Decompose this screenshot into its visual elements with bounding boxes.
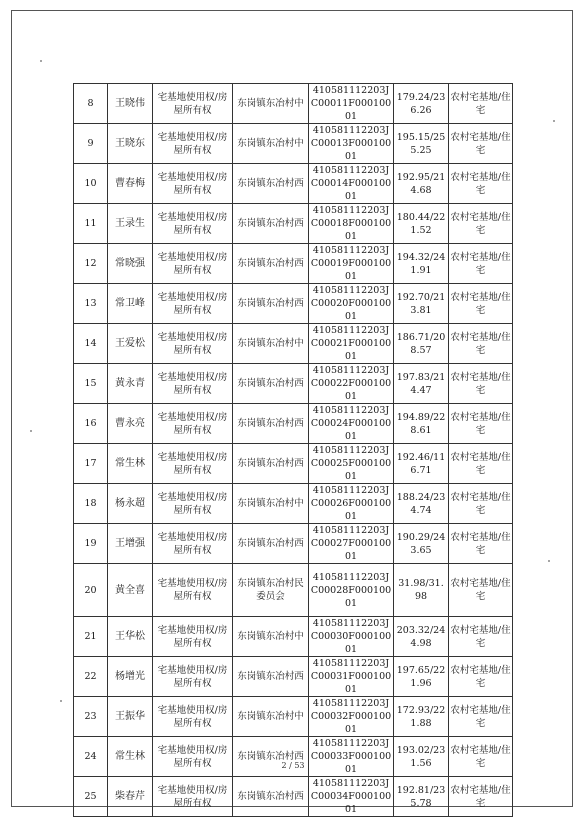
- right-type-cell: 宅基地使用权/房屋所有权: [153, 564, 233, 617]
- area-cell: 203.32/244.98: [394, 617, 449, 657]
- location-cell: 东岗镇东冶村西: [233, 524, 309, 564]
- right-type-cell: 宅基地使用权/房屋所有权: [153, 444, 233, 484]
- owner-name-cell: 黄全喜: [108, 564, 153, 617]
- right-type-cell: 宅基地使用权/房屋所有权: [153, 204, 233, 244]
- land-use-cell: 农村宅基地/住宅: [449, 697, 513, 737]
- owner-name-cell: 王爱松: [108, 324, 153, 364]
- certificate-number-cell: 410581112203JC00033F00010001: [309, 737, 394, 777]
- location-cell: 东岗镇东冶村中: [233, 124, 309, 164]
- land-use-cell: 农村宅基地/住宅: [449, 324, 513, 364]
- right-type-cell: 宅基地使用权/房屋所有权: [153, 364, 233, 404]
- row-number-cell: 19: [74, 524, 108, 564]
- scan-speck: [60, 700, 62, 702]
- area-cell: 192.46/116.71: [394, 444, 449, 484]
- location-cell: 东岗镇东冶村中: [233, 484, 309, 524]
- right-type-cell: 宅基地使用权/房屋所有权: [153, 657, 233, 697]
- certificate-number-cell: 410581112203JC00014F00010001: [309, 164, 394, 204]
- row-number-cell: 10: [74, 164, 108, 204]
- row-number-cell: 15: [74, 364, 108, 404]
- table-row: [74, 657, 513, 697]
- table-row: [74, 617, 513, 657]
- location-cell: 东岗镇东冶村西: [233, 164, 309, 204]
- right-type-cell: 宅基地使用权/房屋所有权: [153, 697, 233, 737]
- area-cell: 179.24/236.26: [394, 84, 449, 124]
- table-row: [74, 284, 513, 324]
- land-use-cell: 农村宅基地/住宅: [449, 84, 513, 124]
- row-number-cell: 11: [74, 204, 108, 244]
- location-cell: 东岗镇东冶村中: [233, 697, 309, 737]
- owner-name-cell: 王振华: [108, 697, 153, 737]
- owner-name-cell: 王录生: [108, 204, 153, 244]
- right-type-cell: 宅基地使用权/房屋所有权: [153, 524, 233, 564]
- location-cell: 东岗镇东冶村西: [233, 404, 309, 444]
- table-row: [74, 364, 513, 404]
- row-number-cell: 25: [74, 777, 108, 817]
- row-number-cell: 12: [74, 244, 108, 284]
- certificate-number-cell: 410581112203JC00020F00010001: [309, 284, 394, 324]
- owner-name-cell: 王晓伟: [108, 84, 153, 124]
- land-use-cell: 农村宅基地/住宅: [449, 364, 513, 404]
- certificate-number-cell: 410581112203JC00028F00010001: [309, 564, 394, 617]
- scan-speck: [40, 60, 42, 62]
- location-cell: 东岗镇东冶村西: [233, 777, 309, 817]
- table-row: [74, 324, 513, 364]
- land-use-cell: 农村宅基地/住宅: [449, 164, 513, 204]
- certificate-number-cell: 410581112203JC00021F00010001: [309, 324, 394, 364]
- area-cell: 194.89/228.61: [394, 404, 449, 444]
- location-cell: 东岗镇东冶村中: [233, 84, 309, 124]
- land-use-cell: 农村宅基地/住宅: [449, 564, 513, 617]
- owner-name-cell: 杨增光: [108, 657, 153, 697]
- certificate-number-cell: 410581112203JC00024F00010001: [309, 404, 394, 444]
- certificate-number-cell: 410581112203JC00032F00010001: [309, 697, 394, 737]
- owner-name-cell: 王增强: [108, 524, 153, 564]
- owner-name-cell: 常晓强: [108, 244, 153, 284]
- land-use-cell: 农村宅基地/住宅: [449, 617, 513, 657]
- right-type-cell: 宅基地使用权/房屋所有权: [153, 404, 233, 444]
- area-cell: 172.93/221.88: [394, 697, 449, 737]
- row-number-cell: 20: [74, 564, 108, 617]
- location-cell: 东岗镇东冶村中: [233, 617, 309, 657]
- row-number-cell: 13: [74, 284, 108, 324]
- table-row: [74, 737, 513, 777]
- land-use-cell: 农村宅基地/住宅: [449, 444, 513, 484]
- scan-speck: [548, 560, 550, 562]
- row-number-cell: 9: [74, 124, 108, 164]
- table-row: [74, 444, 513, 484]
- certificate-number-cell: 410581112203JC00011F00010001: [309, 84, 394, 124]
- row-number-cell: 22: [74, 657, 108, 697]
- certificate-number-cell: 410581112203JC00026F00010001: [309, 484, 394, 524]
- land-use-cell: 农村宅基地/住宅: [449, 124, 513, 164]
- table-row: [74, 697, 513, 737]
- area-cell: 197.83/214.47: [394, 364, 449, 404]
- certificate-number-cell: 410581112203JC00013F00010001: [309, 124, 394, 164]
- table-row: [74, 777, 513, 817]
- area-cell: 195.15/255.25: [394, 124, 449, 164]
- row-number-cell: 23: [74, 697, 108, 737]
- right-type-cell: 宅基地使用权/房屋所有权: [153, 244, 233, 284]
- row-number-cell: 21: [74, 617, 108, 657]
- location-cell: 东岗镇东冶村西: [233, 284, 309, 324]
- location-cell: 东岗镇东冶村西: [233, 204, 309, 244]
- area-cell: 194.32/241.91: [394, 244, 449, 284]
- land-use-cell: 农村宅基地/住宅: [449, 204, 513, 244]
- certificate-number-cell: 410581112203JC00034F00010001: [309, 777, 394, 817]
- certificate-number-cell: 410581112203JC00027F00010001: [309, 524, 394, 564]
- certificate-number-cell: 410581112203JC00031F00010001: [309, 657, 394, 697]
- page-number: 2 / 53: [281, 761, 305, 770]
- land-use-cell: 农村宅基地/住宅: [449, 244, 513, 284]
- land-use-cell: 农村宅基地/住宅: [449, 524, 513, 564]
- right-type-cell: 宅基地使用权/房屋所有权: [153, 124, 233, 164]
- row-number-cell: 24: [74, 737, 108, 777]
- certificate-number-cell: 410581112203JC00019F00010001: [309, 244, 394, 284]
- table-row: [74, 84, 513, 124]
- scan-speck: [553, 120, 555, 122]
- registration-table-container: [73, 83, 512, 817]
- right-type-cell: 宅基地使用权/房屋所有权: [153, 324, 233, 364]
- row-number-cell: 14: [74, 324, 108, 364]
- table-row: [74, 564, 513, 617]
- right-type-cell: 宅基地使用权/房屋所有权: [153, 164, 233, 204]
- certificate-number-cell: 410581112203JC00025F00010001: [309, 444, 394, 484]
- certificate-number-cell: 410581112203JC00022F00010001: [309, 364, 394, 404]
- row-number-cell: 8: [74, 84, 108, 124]
- row-number-cell: 16: [74, 404, 108, 444]
- land-use-cell: 农村宅基地/住宅: [449, 737, 513, 777]
- owner-name-cell: 杨永超: [108, 484, 153, 524]
- certificate-number-cell: 410581112203JC00018F00010001: [309, 204, 394, 244]
- owner-name-cell: 曹永亮: [108, 404, 153, 444]
- area-cell: 197.65/221.96: [394, 657, 449, 697]
- right-type-cell: 宅基地使用权/房屋所有权: [153, 617, 233, 657]
- area-cell: 193.02/231.56: [394, 737, 449, 777]
- land-use-cell: 农村宅基地/住宅: [449, 777, 513, 817]
- area-cell: 192.81/235.78: [394, 777, 449, 817]
- certificate-number-cell: 410581112203JC00030F00010001: [309, 617, 394, 657]
- owner-name-cell: 常生林: [108, 737, 153, 777]
- owner-name-cell: 常卫峰: [108, 284, 153, 324]
- land-use-cell: 农村宅基地/住宅: [449, 657, 513, 697]
- registration-table: [73, 83, 513, 817]
- area-cell: 190.29/243.65: [394, 524, 449, 564]
- location-cell: 东岗镇东冶村西: [233, 737, 309, 777]
- row-number-cell: 18: [74, 484, 108, 524]
- right-type-cell: 宅基地使用权/房屋所有权: [153, 484, 233, 524]
- right-type-cell: 宅基地使用权/房屋所有权: [153, 737, 233, 777]
- owner-name-cell: 柴春芹: [108, 777, 153, 817]
- area-cell: 186.71/208.57: [394, 324, 449, 364]
- area-cell: 188.24/234.74: [394, 484, 449, 524]
- land-use-cell: 农村宅基地/住宅: [449, 284, 513, 324]
- area-cell: 31.98/31.98: [394, 564, 449, 617]
- table-row: [74, 164, 513, 204]
- right-type-cell: 宅基地使用权/房屋所有权: [153, 777, 233, 817]
- owner-name-cell: 王华松: [108, 617, 153, 657]
- land-use-cell: 农村宅基地/住宅: [449, 404, 513, 444]
- row-number-cell: 17: [74, 444, 108, 484]
- location-cell: 东岗镇东冶村西: [233, 364, 309, 404]
- area-cell: 192.95/214.68: [394, 164, 449, 204]
- owner-name-cell: 王晓东: [108, 124, 153, 164]
- table-row: [74, 124, 513, 164]
- owner-name-cell: 黄永青: [108, 364, 153, 404]
- table-row: [74, 404, 513, 444]
- location-cell: 东岗镇东冶村西: [233, 444, 309, 484]
- table-body: [74, 84, 513, 817]
- location-cell: 东岗镇东冶村民委员会: [233, 564, 309, 617]
- scan-speck: [30, 430, 32, 432]
- table-row: [74, 204, 513, 244]
- table-row: [74, 524, 513, 564]
- table-row: [74, 484, 513, 524]
- location-cell: 东岗镇东冶村西: [233, 657, 309, 697]
- area-cell: 180.44/221.52: [394, 204, 449, 244]
- land-use-cell: 农村宅基地/住宅: [449, 484, 513, 524]
- right-type-cell: 宅基地使用权/房屋所有权: [153, 284, 233, 324]
- table-row: [74, 244, 513, 284]
- location-cell: 东岗镇东冶村西: [233, 244, 309, 284]
- owner-name-cell: 曹春梅: [108, 164, 153, 204]
- area-cell: 192.70/213.81: [394, 284, 449, 324]
- right-type-cell: 宅基地使用权/房屋所有权: [153, 84, 233, 124]
- owner-name-cell: 常生林: [108, 444, 153, 484]
- location-cell: 东岗镇东冶村中: [233, 324, 309, 364]
